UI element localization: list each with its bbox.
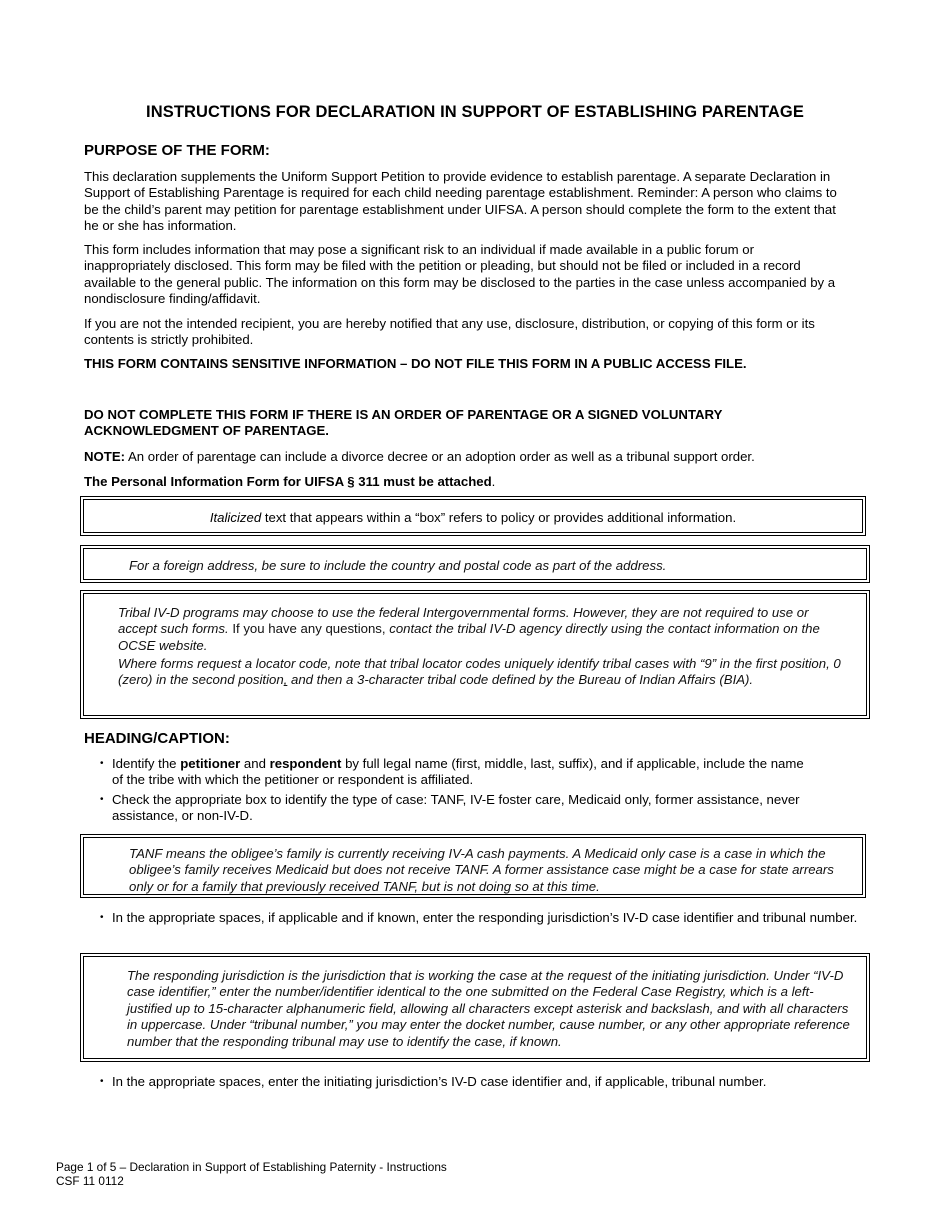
purpose-paragraph-2: This form includes information that may pose a significant risk to an individual if made available in a public forum or inappropriately disclosed. This form may be filed with the petition or pleading, but should not be filed or included in a record available to the general public. The information on this form may be disclosed to the parties in the case unless accompanied by a nondisclosure finding/affidavit.: [84, 242, 836, 307]
case-type-text: TANF means the obligee’s family is currently receiving IV-A cash payments. A Medicaid only case is a case in which the obligee’s family receives Medicaid but does not receive TANF. A former assistance case might be a case for state arrears only or for a family that previously received TANF, but is not doing so at this time.: [129, 846, 834, 894]
note-text: An order of parentage can include a divorce decree or an adoption order as well as a tribunal support order.: [127, 449, 755, 464]
personal-info-requirement: The Personal Information Form for UIFSA § 311 must be attached: [84, 474, 492, 489]
italic-note-text: [84, 510, 862, 525]
footer-form-code: CSF 11 0112: [56, 1174, 124, 1188]
do-not-complete-warning: DO NOT COMPLETE THIS FORM IF THERE IS AN ORDER OF PARENTAGE OR A SIGNED VOLUNTARY ACKNOWLEDGMENT OF PARENTAGE.: [84, 407, 723, 439]
tribal-forms-text: Tribal IV-D programs may choose to use the federal Intergovernmental forms. However, they are not required to use or accept such forms. If you have any questions, contact the tribal IV-D agency directly using the contact information on the OCSE website.: [118, 605, 820, 653]
locator-code-text: Where forms request a locator code, note that tribal locator codes uniquely identify tribal cases with “9” in the first position, 0 (zero) in the second position, and then a 3-character tribal code defined by the Bureau of Indian Affairs (BIA).: [118, 656, 841, 688]
case-type-box: [80, 834, 866, 898]
heading-caption-title: HEADING/CAPTION:: [84, 730, 230, 747]
personal-info-line: [84, 474, 844, 490]
foreign-address-box: [80, 545, 870, 583]
italic-note-box: [80, 496, 866, 536]
responding-jurisdiction-box: [80, 953, 870, 1062]
responding-jurisdiction-text: The responding jurisdiction is the jurisdiction that is working the case at the request of the initiating jurisdiction. Under “IV-D case identifier,” enter the number/identifier identical to the one submitted on the Federal Case Registry, which is a left-justified up to 15-character alphanumeric field, allowing all characters except asterisk and backslash, and with all characters in uppercase. Under “tribunal number,” you may enter the docket number, cause number, or any other appropriate reference number that the responding tribunal may use to identify the case, if known.: [127, 968, 850, 1049]
bullet-text: Check the appropriate box to identify the type of case: TANF, IV-E foster care, Medicaid only, former assistance, never assistance, or non-IV-D.: [112, 792, 800, 824]
sensitive-warning: THIS FORM CONTAINS SENSITIVE INFORMATION – DO NOT FILE THIS FORM IN A PUBLIC ACCESS FILE.: [84, 356, 747, 371]
bullet-icon: •: [100, 758, 104, 769]
bullet-icon: •: [100, 912, 104, 923]
document-title: INSTRUCTIONS FOR DECLARATION IN SUPPORT OF ESTABLISHING PARENTAGE: [146, 103, 804, 121]
note-line: [84, 449, 884, 465]
personal-info-period: .: [491, 474, 496, 489]
tribal-info-box: [80, 590, 870, 719]
bullet-icon: •: [100, 1076, 104, 1087]
foreign-address-text: For a foreign address, be sure to include the country and postal code as part of the address.: [129, 558, 667, 573]
italic-note-rest: text that appears within a “box” refers to policy or provides additional information.: [261, 510, 737, 525]
purpose-heading: PURPOSE OF THE FORM:: [84, 142, 270, 159]
page-footer: [56, 1160, 447, 1188]
note-label: NOTE:: [84, 449, 126, 464]
bullet-text: Identify the petitioner and respondent by full legal name (first, middle, last, suffix), and if applicable, include the name of the tribe with which the petitioner or respondent is affiliated.: [112, 756, 804, 788]
italicized-word: Italicized: [209, 510, 262, 525]
bullet-text: In the appropriate spaces, enter the initiating jurisdiction’s IV-D case identifier and, if applicable, tribunal number.: [112, 1074, 767, 1089]
recipient-notice: If you are not the intended recipient, you are hereby notified that any use, disclosure, distribution, or copying of this form or its contents is strictly prohibited.: [84, 316, 815, 348]
bullet-text: In the appropriate spaces, if applicable and if known, enter the responding jurisdiction’s IV-D case identifier and tribunal number.: [112, 910, 858, 925]
purpose-paragraph-1: This declaration supplements the Uniform Support Petition to provide evidence to establish parentage. A separate Declaration in Support of Establishing Parentage is required for each child needing parentage establishment. Reminder: A person who claims to be the child’s parent may petition for parentage establishment under UIFSA. A person should complete the form to the extent that he or she has information.: [84, 169, 837, 234]
questions-phrase: If you have any questions,: [232, 621, 386, 637]
footer-page-info: Page 1 of 5 – Declaration in Support of Establishing Paternity - Instructions: [56, 1160, 447, 1174]
bullet-icon: •: [100, 794, 104, 805]
